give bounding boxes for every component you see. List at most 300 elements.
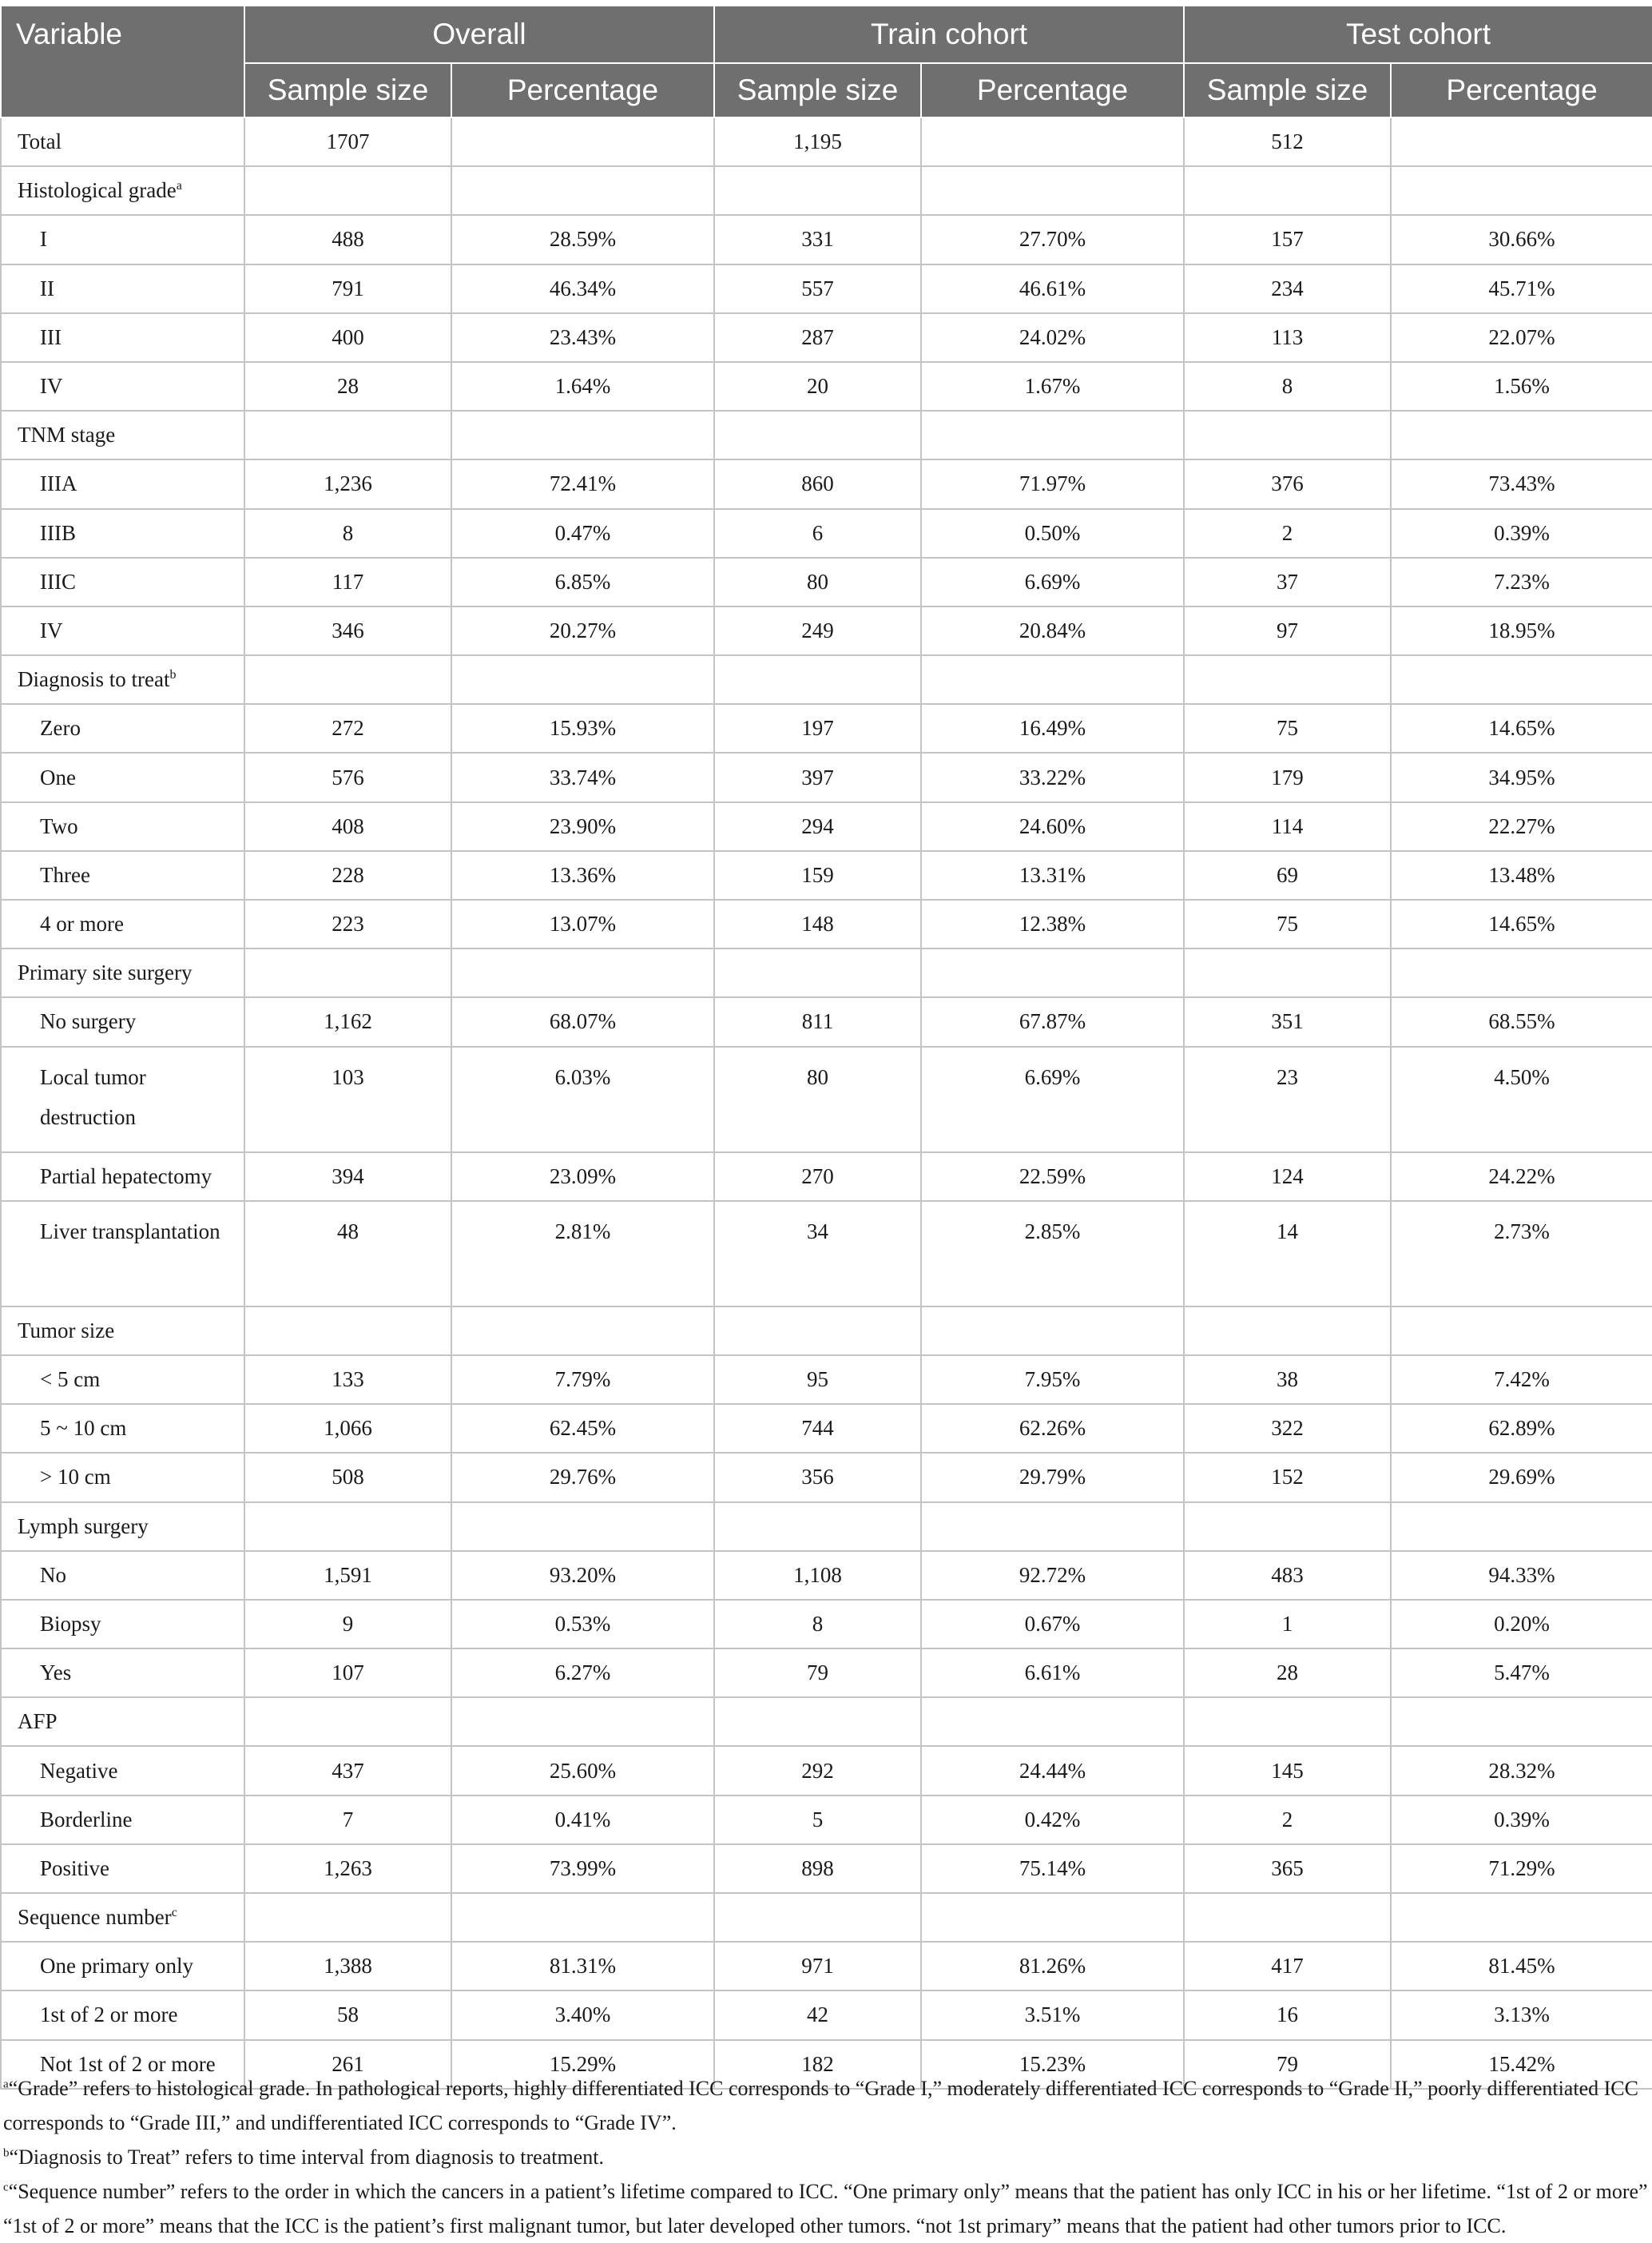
row-label bbox=[1, 1152, 244, 1201]
cell-percentage: 3.13% bbox=[1391, 1990, 1652, 2039]
cell-sample-size: 1,195 bbox=[714, 117, 921, 166]
footnote-marker: c bbox=[171, 1906, 177, 1920]
cell-sample-size bbox=[1184, 1893, 1391, 1942]
cell-sample-size: 48 bbox=[244, 1201, 451, 1306]
row-label-text: Partial hepatectomy bbox=[40, 1163, 212, 1188]
table-row bbox=[1, 949, 1652, 997]
table-row bbox=[1, 1355, 1652, 1404]
cell-sample-size bbox=[714, 949, 921, 997]
cell-percentage bbox=[1391, 166, 1652, 215]
cell-sample-size: 75 bbox=[1184, 704, 1391, 753]
cell-percentage: 22.07% bbox=[1391, 313, 1652, 362]
cell-sample-size: 483 bbox=[1184, 1551, 1391, 1600]
row-label bbox=[1, 997, 244, 1046]
cell-sample-size: 8 bbox=[714, 1600, 921, 1648]
cell-percentage: 73.99% bbox=[451, 1844, 714, 1893]
cell-sample-size: 1,263 bbox=[244, 1844, 451, 1893]
row-label-text: Tumor size bbox=[18, 1318, 115, 1342]
row-label-text: < 5 cm bbox=[40, 1367, 101, 1392]
row-label bbox=[1, 606, 244, 655]
cell-percentage: 62.45% bbox=[451, 1404, 714, 1453]
cell-sample-size bbox=[714, 1306, 921, 1355]
row-label-text: No surgery bbox=[40, 1009, 137, 1034]
row-label-text: TNM stage bbox=[18, 423, 116, 447]
cell-percentage: 71.29% bbox=[1391, 1844, 1652, 1893]
cell-percentage: 45.71% bbox=[1391, 264, 1652, 313]
row-label bbox=[1, 802, 244, 851]
cell-percentage: 16.49% bbox=[921, 704, 1184, 753]
cell-percentage: 0.39% bbox=[1391, 1796, 1652, 1844]
cell-percentage: 23.43% bbox=[451, 313, 714, 362]
cell-sample-size: 351 bbox=[1184, 997, 1391, 1046]
row-section-label bbox=[1, 655, 244, 704]
cell-sample-size: 1,388 bbox=[244, 1942, 451, 1990]
cell-percentage: 0.67% bbox=[921, 1600, 1184, 1648]
cell-percentage: 81.45% bbox=[1391, 1942, 1652, 1990]
cell-sample-size: 417 bbox=[1184, 1942, 1391, 1990]
cell-sample-size: 508 bbox=[244, 1453, 451, 1501]
cell-sample-size: 272 bbox=[244, 704, 451, 753]
cell-percentage: 93.20% bbox=[451, 1551, 714, 1600]
cell-percentage: 4.50% bbox=[1391, 1047, 1652, 1152]
cell-sample-size bbox=[1184, 949, 1391, 997]
row-label bbox=[1, 362, 244, 411]
cell-sample-size: 34 bbox=[714, 1201, 921, 1306]
cell-sample-size: 28 bbox=[1184, 1648, 1391, 1697]
cell-sample-size: 234 bbox=[1184, 264, 1391, 313]
cell-percentage: 6.69% bbox=[921, 558, 1184, 606]
cell-sample-size: 261 bbox=[244, 2040, 451, 2089]
header-percentage: Percentage bbox=[921, 63, 1184, 117]
table-row bbox=[1, 1990, 1652, 2039]
row-label bbox=[1, 1844, 244, 1893]
cell-percentage: 6.03% bbox=[451, 1047, 714, 1152]
cell-percentage bbox=[451, 166, 714, 215]
table-row bbox=[1, 1404, 1652, 1453]
cell-sample-size: 488 bbox=[244, 215, 451, 264]
row-label bbox=[1, 1404, 244, 1453]
row-label bbox=[1, 1942, 244, 1990]
row-label-text: Two bbox=[40, 813, 78, 838]
cell-sample-size: 152 bbox=[1184, 1453, 1391, 1501]
cell-percentage: 73.43% bbox=[1391, 459, 1652, 508]
row-label bbox=[1, 1600, 244, 1648]
row-label bbox=[1, 509, 244, 558]
footnote-text: “Sequence number” refers to the order in which the cancers in a patient’s lifetime compared to ICC. “One primary only” means that the patient has only ICC in his or her lifetime. “1st of 2 or more” “1st of 2 or more” means that the ICC is the patient’s first malignant tumor, but later developed other tumors. “not 1st primary” means that the patient had other tumors prior to ICC. bbox=[3, 2180, 1648, 2237]
footnote-text: “Diagnosis to Treat” refers to time interval from diagnosis to treatment. bbox=[9, 2146, 604, 2169]
cell-percentage: 5.47% bbox=[1391, 1648, 1652, 1697]
table-row bbox=[1, 1152, 1652, 1201]
cell-percentage: 27.70% bbox=[921, 215, 1184, 264]
cell-percentage: 14.65% bbox=[1391, 704, 1652, 753]
row-label bbox=[1, 1796, 244, 1844]
cell-percentage: 0.42% bbox=[921, 1796, 1184, 1844]
cell-sample-size: 20 bbox=[714, 362, 921, 411]
cell-percentage: 6.85% bbox=[451, 558, 714, 606]
cell-sample-size bbox=[714, 166, 921, 215]
row-label-text: One primary only bbox=[40, 1954, 193, 1979]
cell-percentage bbox=[921, 411, 1184, 459]
table-row bbox=[1, 1453, 1652, 1501]
row-label-text: Not 1st of 2 or more bbox=[40, 2051, 216, 2076]
cell-sample-size bbox=[1184, 411, 1391, 459]
cell-percentage bbox=[921, 1893, 1184, 1942]
cell-sample-size: 249 bbox=[714, 606, 921, 655]
footnote-marker: b bbox=[169, 668, 177, 682]
row-section-label bbox=[1, 166, 244, 215]
cell-percentage: 29.76% bbox=[451, 1453, 714, 1501]
table-row bbox=[1, 802, 1652, 851]
row-label-text: Local tumor destruction bbox=[40, 1064, 146, 1129]
cell-percentage bbox=[451, 411, 714, 459]
cell-sample-size: 23 bbox=[1184, 1047, 1391, 1152]
cell-sample-size bbox=[244, 411, 451, 459]
cell-sample-size: 2 bbox=[1184, 1796, 1391, 1844]
row-label-text: 4 or more bbox=[40, 912, 124, 937]
row-section-label bbox=[1, 1893, 244, 1942]
cell-sample-size bbox=[244, 1306, 451, 1355]
cell-sample-size: 79 bbox=[714, 1648, 921, 1697]
row-label-text: Sequence number bbox=[18, 1905, 172, 1930]
cell-percentage: 24.44% bbox=[921, 1746, 1184, 1795]
cell-percentage: 15.93% bbox=[451, 704, 714, 753]
cell-sample-size bbox=[714, 1697, 921, 1746]
cell-sample-size: 356 bbox=[714, 1453, 921, 1501]
row-label-text: Liver transplantation bbox=[40, 1219, 220, 1243]
cell-sample-size: 223 bbox=[244, 900, 451, 949]
cell-sample-size: 400 bbox=[244, 313, 451, 362]
cell-sample-size: 860 bbox=[714, 459, 921, 508]
cell-sample-size bbox=[1184, 655, 1391, 704]
cell-sample-size bbox=[244, 166, 451, 215]
cell-sample-size: 75 bbox=[1184, 900, 1391, 949]
row-label-text: One bbox=[40, 765, 76, 789]
cell-sample-size: 58 bbox=[244, 1990, 451, 2039]
cell-percentage: 2.73% bbox=[1391, 1201, 1652, 1306]
row-label-text: Yes bbox=[40, 1660, 72, 1685]
cell-percentage: 6.27% bbox=[451, 1648, 714, 1697]
cell-percentage: 7.79% bbox=[451, 1355, 714, 1404]
cell-sample-size: 898 bbox=[714, 1844, 921, 1893]
row-label-text: Positive bbox=[40, 1855, 110, 1880]
row-label-text: Diagnosis to treat bbox=[18, 667, 170, 692]
cell-sample-size: 182 bbox=[714, 2040, 921, 2089]
row-section-label bbox=[1, 1697, 244, 1746]
row-label bbox=[1, 459, 244, 508]
cell-percentage: 0.50% bbox=[921, 509, 1184, 558]
row-label bbox=[1, 558, 244, 606]
row-label bbox=[1, 313, 244, 362]
cell-percentage: 15.23% bbox=[921, 2040, 1184, 2089]
cell-sample-size bbox=[714, 411, 921, 459]
cell-percentage: 62.89% bbox=[1391, 1404, 1652, 1453]
cell-percentage: 12.38% bbox=[921, 900, 1184, 949]
row-label-text: Lymph surgery bbox=[18, 1513, 149, 1538]
row-label-text: Zero bbox=[40, 716, 81, 741]
row-section-label bbox=[1, 411, 244, 459]
row-label-text: > 10 cm bbox=[40, 1465, 111, 1489]
cell-sample-size: 114 bbox=[1184, 802, 1391, 851]
cell-sample-size: 69 bbox=[1184, 851, 1391, 900]
cell-sample-size: 791 bbox=[244, 264, 451, 313]
cell-sample-size: 7 bbox=[244, 1796, 451, 1844]
cell-percentage bbox=[1391, 655, 1652, 704]
cell-percentage: 68.07% bbox=[451, 997, 714, 1046]
cell-percentage: 33.74% bbox=[451, 753, 714, 801]
cell-sample-size: 113 bbox=[1184, 313, 1391, 362]
cell-percentage bbox=[451, 1502, 714, 1551]
table-row bbox=[1, 1502, 1652, 1551]
cell-percentage: 25.60% bbox=[451, 1746, 714, 1795]
cell-percentage bbox=[1391, 411, 1652, 459]
cell-percentage: 0.20% bbox=[1391, 1600, 1652, 1648]
cell-sample-size: 148 bbox=[714, 900, 921, 949]
cell-sample-size: 811 bbox=[714, 997, 921, 1046]
cell-percentage: 20.27% bbox=[451, 606, 714, 655]
table-row bbox=[1, 1201, 1652, 1306]
cell-percentage bbox=[451, 1697, 714, 1746]
cell-sample-size: 376 bbox=[1184, 459, 1391, 508]
table-row bbox=[1, 459, 1652, 508]
cell-sample-size: 145 bbox=[1184, 1746, 1391, 1795]
cell-sample-size: 365 bbox=[1184, 1844, 1391, 1893]
cell-percentage: 62.26% bbox=[921, 1404, 1184, 1453]
cell-percentage: 33.22% bbox=[921, 753, 1184, 801]
row-label-text: IV bbox=[40, 374, 63, 399]
table-row bbox=[1, 704, 1652, 753]
cell-percentage: 13.07% bbox=[451, 900, 714, 949]
cell-percentage: 13.48% bbox=[1391, 851, 1652, 900]
cell-sample-size: 197 bbox=[714, 704, 921, 753]
cell-sample-size: 14 bbox=[1184, 1201, 1391, 1306]
table-row bbox=[1, 117, 1652, 166]
row-label-text: 1st of 2 or more bbox=[40, 2002, 178, 2027]
cell-sample-size bbox=[714, 1502, 921, 1551]
cell-sample-size: 107 bbox=[244, 1648, 451, 1697]
row-label-text: Histological grade bbox=[18, 178, 177, 203]
cell-sample-size: 397 bbox=[714, 753, 921, 801]
cell-sample-size: 744 bbox=[714, 1404, 921, 1453]
cell-percentage bbox=[921, 166, 1184, 215]
cell-sample-size: 38 bbox=[1184, 1355, 1391, 1404]
cell-percentage bbox=[921, 655, 1184, 704]
cell-percentage: 92.72% bbox=[921, 1551, 1184, 1600]
cell-percentage: 20.84% bbox=[921, 606, 1184, 655]
row-label bbox=[1, 900, 244, 949]
cell-percentage: 1.67% bbox=[921, 362, 1184, 411]
header-group-overall: Overall bbox=[244, 6, 714, 63]
row-section-label bbox=[1, 117, 244, 166]
row-label bbox=[1, 1201, 244, 1306]
row-label-text: Primary site surgery bbox=[18, 960, 193, 985]
cell-percentage: 28.59% bbox=[451, 215, 714, 264]
row-label-text: IIIA bbox=[40, 471, 77, 496]
cell-percentage: 0.39% bbox=[1391, 509, 1652, 558]
cell-percentage: 29.79% bbox=[921, 1453, 1184, 1501]
cell-sample-size: 16 bbox=[1184, 1990, 1391, 2039]
row-label-text: AFP bbox=[18, 1709, 58, 1734]
cell-percentage: 14.65% bbox=[1391, 900, 1652, 949]
table-row bbox=[1, 1047, 1652, 1152]
cell-sample-size: 346 bbox=[244, 606, 451, 655]
table-row bbox=[1, 362, 1652, 411]
cell-percentage: 81.26% bbox=[921, 1942, 1184, 1990]
cell-percentage bbox=[1391, 1502, 1652, 1551]
footnote-marker: a bbox=[176, 179, 182, 193]
footnotes bbox=[3, 2071, 1649, 2243]
row-label bbox=[1, 851, 244, 900]
cell-percentage: 22.27% bbox=[1391, 802, 1652, 851]
cell-sample-size: 2 bbox=[1184, 509, 1391, 558]
cell-percentage bbox=[451, 949, 714, 997]
cell-percentage: 1.64% bbox=[451, 362, 714, 411]
cell-percentage: 6.61% bbox=[921, 1648, 1184, 1697]
cell-percentage: 94.33% bbox=[1391, 1551, 1652, 1600]
cell-percentage: 0.41% bbox=[451, 1796, 714, 1844]
row-label-text: IIIC bbox=[40, 569, 76, 594]
cell-percentage bbox=[451, 655, 714, 704]
cell-sample-size bbox=[1184, 1697, 1391, 1746]
row-label bbox=[1, 704, 244, 753]
cell-percentage bbox=[921, 1697, 1184, 1746]
cell-percentage: 68.55% bbox=[1391, 997, 1652, 1046]
cell-sample-size bbox=[1184, 1502, 1391, 1551]
cell-sample-size bbox=[244, 949, 451, 997]
cell-percentage: 0.47% bbox=[451, 509, 714, 558]
cell-percentage: 46.34% bbox=[451, 264, 714, 313]
cell-percentage: 7.23% bbox=[1391, 558, 1652, 606]
header-percentage: Percentage bbox=[1391, 63, 1652, 117]
table-row bbox=[1, 1306, 1652, 1355]
cell-sample-size: 408 bbox=[244, 802, 451, 851]
cell-percentage: 23.90% bbox=[451, 802, 714, 851]
cell-percentage: 67.87% bbox=[921, 997, 1184, 1046]
cell-sample-size: 8 bbox=[244, 509, 451, 558]
cell-sample-size: 576 bbox=[244, 753, 451, 801]
cell-percentage: 1.56% bbox=[1391, 362, 1652, 411]
cell-percentage: 71.97% bbox=[921, 459, 1184, 508]
footnote bbox=[3, 2140, 1649, 2174]
cell-percentage: 29.69% bbox=[1391, 1453, 1652, 1501]
cell-sample-size: 159 bbox=[714, 851, 921, 900]
table-row bbox=[1, 851, 1652, 900]
cell-sample-size: 95 bbox=[714, 1355, 921, 1404]
header-group-train: Train cohort bbox=[714, 6, 1184, 63]
table-row bbox=[1, 1942, 1652, 1990]
cell-sample-size: 28 bbox=[244, 362, 451, 411]
header-group-test: Test cohort bbox=[1184, 6, 1652, 63]
table-row bbox=[1, 606, 1652, 655]
cohort-table bbox=[0, 5, 1652, 2090]
cell-sample-size: 270 bbox=[714, 1152, 921, 1201]
cell-percentage: 23.09% bbox=[451, 1152, 714, 1201]
table-row bbox=[1, 411, 1652, 459]
cell-percentage bbox=[1391, 1306, 1652, 1355]
cell-sample-size: 292 bbox=[714, 1746, 921, 1795]
table-row bbox=[1, 997, 1652, 1046]
cell-sample-size bbox=[1184, 1306, 1391, 1355]
cell-percentage: 30.66% bbox=[1391, 215, 1652, 264]
cell-sample-size: 1707 bbox=[244, 117, 451, 166]
cell-percentage bbox=[451, 1306, 714, 1355]
table-row bbox=[1, 1796, 1652, 1844]
row-label bbox=[1, 264, 244, 313]
table-row bbox=[1, 655, 1652, 704]
cell-sample-size: 80 bbox=[714, 558, 921, 606]
cell-sample-size: 1 bbox=[1184, 1600, 1391, 1648]
table-row bbox=[1, 1746, 1652, 1795]
row-label bbox=[1, 1047, 244, 1152]
cell-sample-size bbox=[244, 655, 451, 704]
cell-percentage: 13.36% bbox=[451, 851, 714, 900]
row-label bbox=[1, 1551, 244, 1600]
cell-percentage bbox=[1391, 949, 1652, 997]
cell-percentage bbox=[921, 117, 1184, 166]
row-section-label bbox=[1, 949, 244, 997]
cell-sample-size: 228 bbox=[244, 851, 451, 900]
header-sample-size: Sample size bbox=[1184, 63, 1391, 117]
cell-sample-size: 1,162 bbox=[244, 997, 451, 1046]
row-label bbox=[1, 1453, 244, 1501]
cell-sample-size bbox=[244, 1893, 451, 1942]
cell-percentage: 7.42% bbox=[1391, 1355, 1652, 1404]
cell-sample-size: 1,591 bbox=[244, 1551, 451, 1600]
footnote bbox=[3, 2174, 1649, 2243]
row-label-text: IV bbox=[40, 618, 63, 642]
header-percentage: Percentage bbox=[451, 63, 714, 117]
cell-sample-size: 5 bbox=[714, 1796, 921, 1844]
cell-sample-size bbox=[244, 1697, 451, 1746]
cell-sample-size bbox=[1184, 166, 1391, 215]
row-section-label bbox=[1, 1306, 244, 1355]
table-container bbox=[0, 5, 1652, 2090]
header-sample-size: Sample size bbox=[244, 63, 451, 117]
cell-percentage: 24.22% bbox=[1391, 1152, 1652, 1201]
row-label-text: IIIB bbox=[40, 520, 76, 545]
row-label-text: Three bbox=[40, 862, 90, 887]
cell-percentage: 34.95% bbox=[1391, 753, 1652, 801]
table-row bbox=[1, 264, 1652, 313]
cell-percentage: 3.51% bbox=[921, 1990, 1184, 2039]
row-label bbox=[1, 1355, 244, 1404]
cell-percentage: 15.42% bbox=[1391, 2040, 1652, 2089]
cell-percentage: 24.60% bbox=[921, 802, 1184, 851]
cell-sample-size: 37 bbox=[1184, 558, 1391, 606]
cell-percentage: 13.31% bbox=[921, 851, 1184, 900]
cell-sample-size: 157 bbox=[1184, 215, 1391, 264]
cell-sample-size: 1,066 bbox=[244, 1404, 451, 1453]
row-label bbox=[1, 215, 244, 264]
cell-sample-size: 117 bbox=[244, 558, 451, 606]
cell-percentage: 2.85% bbox=[921, 1201, 1184, 1306]
cell-sample-size bbox=[244, 1502, 451, 1551]
table-row bbox=[1, 166, 1652, 215]
cell-sample-size: 103 bbox=[244, 1047, 451, 1152]
row-label-text: III bbox=[40, 324, 62, 349]
table-row bbox=[1, 900, 1652, 949]
table-body bbox=[1, 117, 1652, 2089]
row-label-text: Borderline bbox=[40, 1807, 133, 1831]
cell-percentage: 24.02% bbox=[921, 313, 1184, 362]
cell-sample-size: 79 bbox=[1184, 2040, 1391, 2089]
cell-sample-size: 971 bbox=[714, 1942, 921, 1990]
cell-sample-size: 133 bbox=[244, 1355, 451, 1404]
cell-percentage bbox=[451, 117, 714, 166]
cell-percentage: 7.95% bbox=[921, 1355, 1184, 1404]
cell-sample-size: 42 bbox=[714, 1990, 921, 2039]
row-label bbox=[1, 753, 244, 801]
row-label bbox=[1, 1746, 244, 1795]
